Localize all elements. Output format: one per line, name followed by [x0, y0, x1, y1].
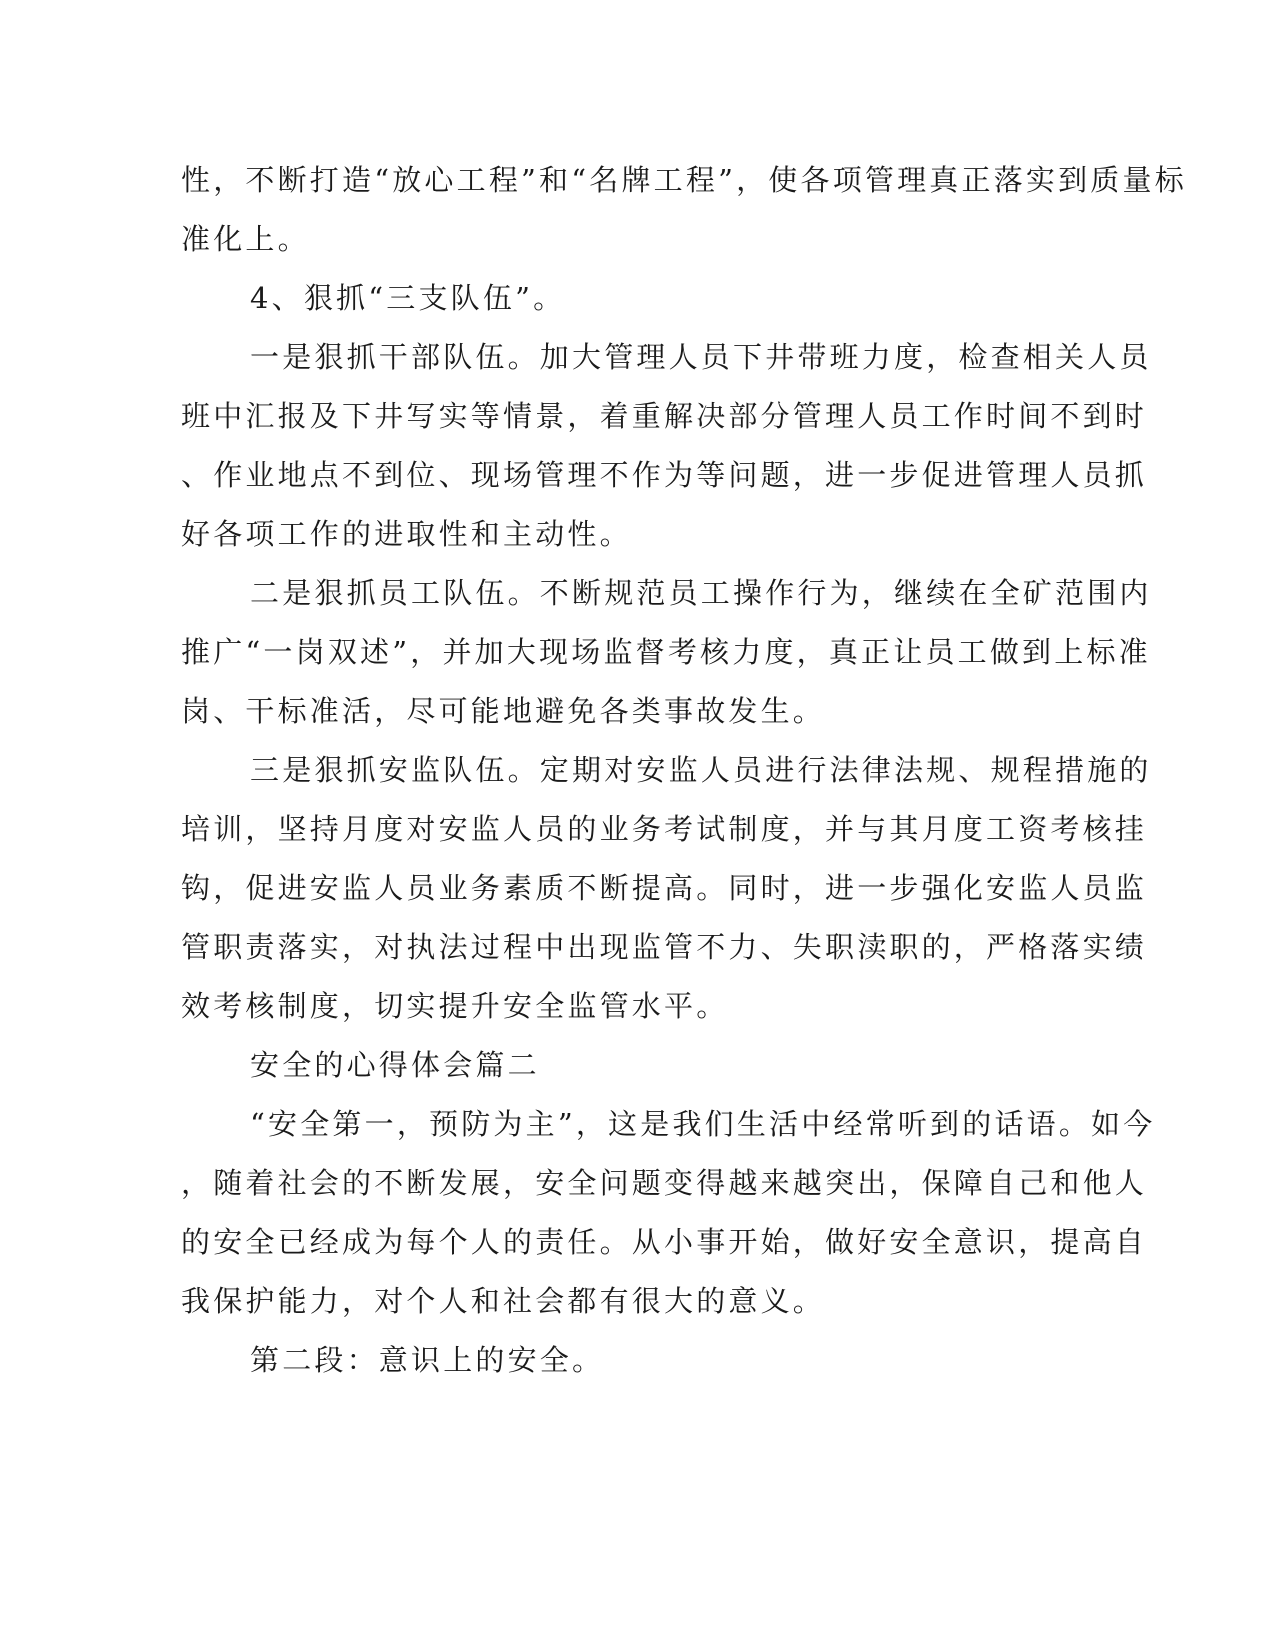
- section-heading: 第二段：意识上的安全。: [250, 1343, 605, 1377]
- text-line: 好各项工作的进取性和主动性。: [181, 517, 632, 551]
- text-line: 我保护能力，对个人和社会都有很大的意义。: [181, 1284, 826, 1318]
- text-line: 一是狠抓干部队伍。加大管理人员下井带班力度，检查相关人员: [250, 340, 1152, 374]
- text-line: “安全第一，预防为主”，这是我们生活中经常听到的话语。如今: [250, 1107, 1156, 1141]
- section-heading: 4、狠抓“三支队伍”。: [250, 281, 566, 315]
- text-line: 管职责落实，对执法过程中出现监管不力、失职渎职的，严格落实绩: [181, 930, 1148, 964]
- text-line: 钩，促进安监人员业务素质不断提高。同时，进一步强化安监人员监: [181, 871, 1148, 905]
- text-line: ，随着社会的不断发展，安全问题变得越来越突出，保障自己和他人: [181, 1166, 1148, 1200]
- text-line: 岗、干标准活，尽可能地避免各类事故发生。: [181, 694, 826, 728]
- text-line: 班中汇报及下井写实等情景，着重解决部分管理人员工作时间不到时: [181, 399, 1148, 433]
- text-line: 培训，坚持月度对安监人员的业务考试制度，并与其月度工资考核挂: [181, 812, 1148, 846]
- text-line: 三是狠抓安监队伍。定期对安监人员进行法律法规、规程措施的: [250, 753, 1152, 787]
- text-line: 效考核制度，切实提升安全监管水平。: [181, 989, 729, 1023]
- section-heading: 安全的心得体会篇二: [250, 1048, 540, 1082]
- text-line: 的安全已经成为每个人的责任。从小事开始，做好安全意识，提高自: [181, 1225, 1148, 1259]
- text-line: 推广“一岗双述”，并加大现场监督考核力度，真正让员工做到上标准: [181, 635, 1151, 669]
- text-line: 性，不断打造“放心工程”和“名牌工程”，使各项管理真正落实到质量标: [181, 163, 1187, 197]
- text-line: 准化上。: [181, 222, 310, 256]
- text-line: 二是狠抓员工队伍。不断规范员工操作行为，继续在全矿范围内: [250, 576, 1152, 610]
- text-line: 、作业地点不到位、现场管理不作为等问题，进一步促进管理人员抓: [181, 458, 1148, 492]
